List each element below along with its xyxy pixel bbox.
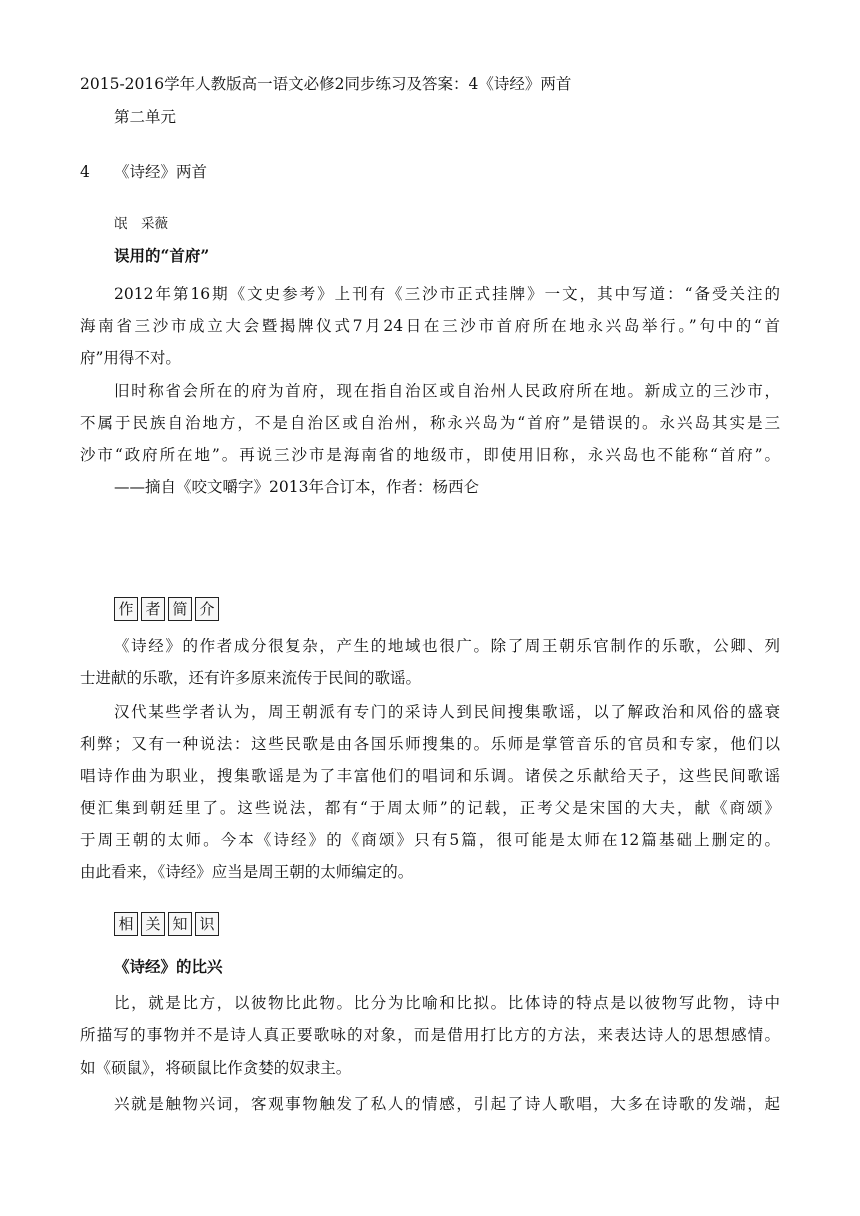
author-p2-line1: 汉代某些学者认为，周王朝派有专门的采诗人到民间搜集歌谣，以了解政治和风俗的盛衰 bbox=[114, 703, 780, 721]
story-source: ——摘自《咬文嚼字》2013年合订本，作者：杨西仑 bbox=[114, 478, 479, 496]
label-char: 作 bbox=[114, 597, 138, 621]
story-p1-line3: 府”用得不对。 bbox=[80, 349, 181, 367]
author-p2-line4: 便汇集到朝廷里了。这些说法，都有“于周太师”的记载，正考父是宋国的大夫，献《商颂》 bbox=[80, 799, 780, 817]
label-char: 简 bbox=[168, 597, 192, 621]
section-title: 《诗经》两首 bbox=[114, 163, 208, 181]
story-p2-line3: 沙市“政府所在地”。再说三沙市是海南省的地级市，即使用旧称，永兴岛也不能称“首府”。 bbox=[80, 446, 780, 464]
story-p2-line1: 旧时称省会所在的府为首府，现在指自治区或自治州人民政府所在地。新成立的三沙市， bbox=[114, 382, 780, 400]
related-p2-line1: 兴就是触物兴词，客观事物触发了私人的情感，引起了诗人歌唱，大多在诗歌的发端，起 bbox=[114, 1095, 780, 1113]
label-char: 关 bbox=[141, 912, 165, 936]
label-char: 知 bbox=[168, 912, 192, 936]
author-p2-line6: 由此看来，《诗经》应当是周王朝的太师编定的。 bbox=[80, 863, 414, 881]
label-char: 识 bbox=[195, 912, 219, 936]
author-p2-line2: 利弊；又有一种说法：这些民歌是由各国乐师搜集的。乐师是掌管音乐的官员和专家，他们以 bbox=[80, 735, 780, 753]
label-char: 相 bbox=[114, 912, 138, 936]
subsection-title: 氓 采薇 bbox=[114, 216, 168, 232]
label-char: 者 bbox=[141, 597, 165, 621]
label-char: 介 bbox=[195, 597, 219, 621]
author-p1-line1: 《诗经》的作者成分很复杂，产生的地域也很广。除了周王朝乐官制作的乐歌，公卿、列 bbox=[114, 637, 780, 655]
related-p1-line2: 所描写的事物并不是诗人真正要歌咏的对象，而是借用打比方的方法，来表达诗人的思想感情。 bbox=[80, 1026, 780, 1044]
author-intro-label bbox=[114, 597, 219, 621]
related-p1-line3: 如《硕鼠》，将硕鼠比作贪婪的奴隶主。 bbox=[80, 1059, 352, 1077]
section-number: 4 bbox=[80, 163, 90, 181]
unit-label: 第二单元 bbox=[114, 108, 177, 126]
author-p1-line2: 士进献的乐歌，还有许多原来流传于民间的歌谣。 bbox=[80, 669, 422, 687]
story-p1-line1: 2012年第16期《文史参考》上刊有《三沙市正式挂牌》一文，其中写道：“备受关注的 bbox=[114, 285, 780, 303]
related-heading: 《诗经》的比兴 bbox=[114, 957, 223, 976]
related-p1-line1: 比，就是比方，以彼物比此物。比分为比喻和比拟。比体诗的特点是以彼物写此物，诗中 bbox=[114, 994, 780, 1012]
story-p1-line2: 海南省三沙市成立大会暨揭牌仪式7月24日在三沙市首府所在地永兴岛举行。”句中的“首 bbox=[80, 317, 780, 335]
story-p2-line2: 不属于民族自治地方，不是自治区或自治州，称永兴岛为“首府”是错误的。永兴岛其实是三 bbox=[80, 414, 780, 432]
document-title: 2015-2016学年人教版高一语文必修2同步练习及答案：4《诗经》两首 bbox=[80, 75, 572, 93]
related-knowledge-label bbox=[114, 912, 219, 936]
story-heading: 误用的“首府” bbox=[114, 246, 210, 265]
author-p2-line5: 于周王朝的太师。今本《诗经》的《商颂》只有5篇，很可能是太师在12篇基础上删定的。 bbox=[80, 831, 780, 849]
author-p2-line3: 唱诗作曲为职业，搜集歌谣是为了丰富他们的唱词和乐调。诸侯之乐献给天子，这些民间歌谣 bbox=[80, 767, 780, 785]
